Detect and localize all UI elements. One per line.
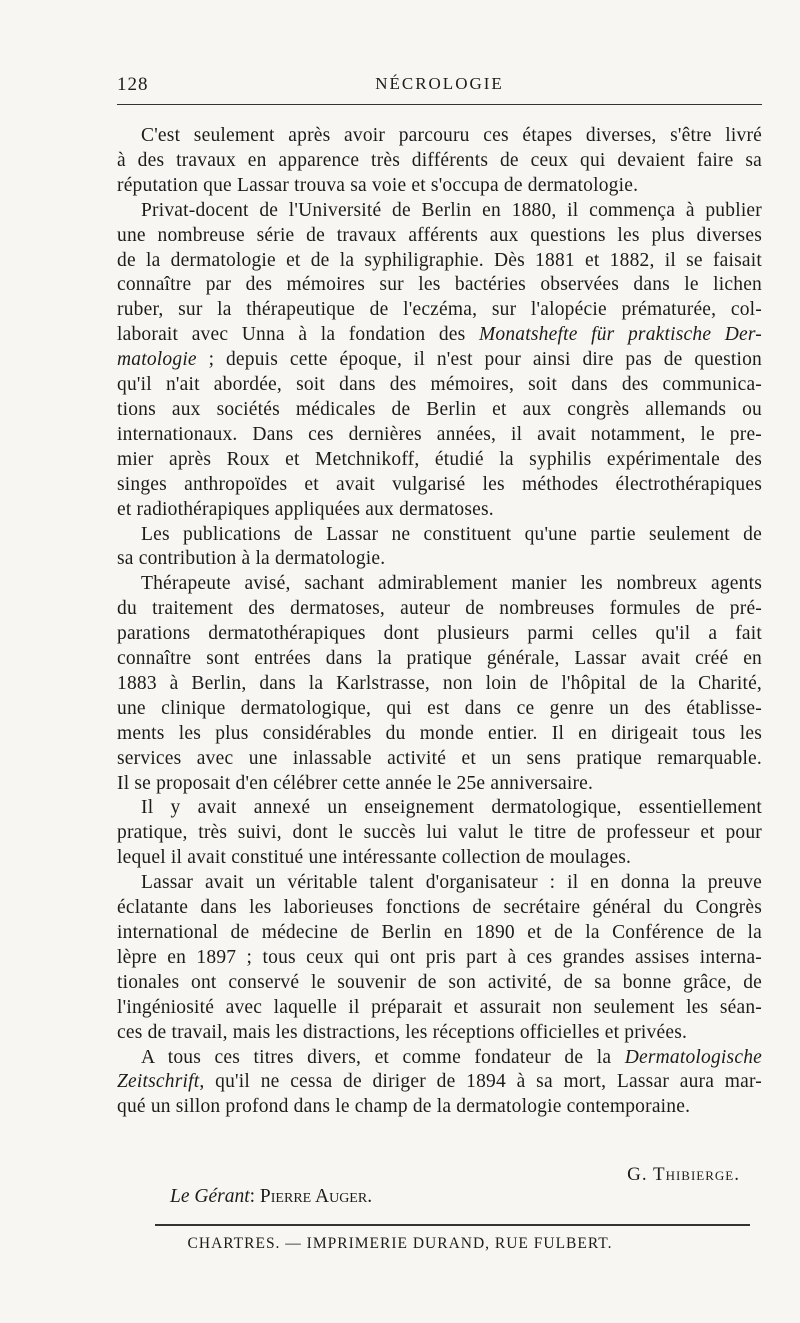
text-line [117,1046,762,1071]
gerant-label: Le Gérant [170,1186,250,1207]
line-text: Il se proposait d'en célébrer cette année le 25e anniversaire. [117,772,594,794]
text-line [117,523,762,548]
line-text: lequel il avait constitué une intéressante collection de moulages. [117,847,632,869]
line-text: A tous ces titres divers, et comme fondateur de la [141,1046,625,1068]
italic-title: Zeitschrift, [117,1071,205,1093]
line-text: connaître par des mémoires sur les bactéries observées dans le lichen [117,274,762,296]
text-line [117,1095,762,1120]
line-text: laborait avec Unna à la fondation des [117,324,479,346]
text-line [117,149,762,174]
text-line [117,572,762,597]
italic-title: Dermatologische [624,1046,762,1068]
line-text: C'est seulement après avoir parcouru ces étapes diverses, s'être livré [141,125,762,146]
line-text: Lassar avait un véritable talent d'organisateur : il en donna la preuve [141,872,762,894]
line-text: pratique, très suivi, dont le succès lui valut le titre de professeur et pour [117,822,762,844]
text-line [117,946,762,971]
line-text: et radiothérapiques appliquées aux dermatoses. [117,498,494,520]
text-line [117,597,762,622]
line-text: ; depuis cette époque, il n'est pour ainsi dire pas de question [196,349,762,371]
text-line [117,174,762,199]
text-line [117,846,762,871]
line-text: Thérapeute avisé, sachant admirablement manier les nombreux agents [141,573,762,595]
text-line [117,672,762,697]
author-signature: G. Thibierge. [627,1164,740,1185]
line-text: du traitement des dermatoses, auteur de nombreuses formules de pré- [117,598,762,620]
line-text: services avec une inlassable activité et un sens pratique remarquable. [117,747,762,769]
text-line [117,996,762,1021]
text-line [117,498,762,523]
line-text: Privat-docent de l'Université de Berlin en 1880, il commença à publier [141,199,762,221]
line-text: éclatante dans les laborieuses fonctions de secrétaire général du Congrès [117,897,762,919]
line-text: parations dermatothérapiques dont plusieurs parmi celles qu'il a fait [117,623,762,645]
text-line [117,647,762,672]
text-line [117,1070,762,1095]
line-text: connaître sont entrées dans la pratique générale, Lassar avait créé en [117,648,762,670]
text-line [117,398,762,423]
text-line [117,224,762,249]
line-text: singes anthropoïdes et avait vulgarisé les méthodes électrothérapiques [117,473,762,495]
line-text: une nombreuse série de travaux afférents aux questions les plus diverses [117,224,762,246]
line-text: internationaux. Dans ces dernières années, il avait notamment, le pre- [117,423,762,445]
line-text: mier après Roux et Metchnikoff, étudié la syphilis expérimentale des [117,448,762,470]
line-text: ces de travail, mais les distractions, les réceptions officielles et privées. [117,1021,688,1043]
text-line [117,298,762,323]
line-text: Il y avait annexé un enseignement dermatologique, essentiellement [141,797,762,819]
line-text: qu'il n'ait abordée, soit dans des mémoires, soit dans des communica- [117,374,762,396]
printer-imprint: CHARTRES. — IMPRIMERIE DURAND, RUE FULBERT. [187,1235,613,1252]
text-line [117,747,762,772]
line-text: lèpre en 1897 ; tous ceux qui ont pris part à ces grandes assises interna- [117,946,762,968]
line-text: de la dermatologie et de la syphiligraphie. Dès 1881 et 1882, il se faisait [117,249,762,271]
line-text: international de médecine de Berlin en 1890 et de la Conférence de la [117,922,762,943]
text-line [117,323,762,348]
text-line [117,697,762,722]
text-line [117,821,762,846]
gerant-line [170,1186,372,1208]
text-line [117,871,762,896]
text-line [117,473,762,498]
text-line [117,896,762,921]
line-text: 1883 à Berlin, dans la Karlstrasse, non loin de l'hôpital de la Charité, [117,672,762,694]
line-text: l'ingéniosité avec laquelle il préparait et assurait non seulement les séan- [117,996,762,1018]
line-text: ruber, sur la thérapeutique de l'eczéma, sur l'alopécie prématurée, col- [117,299,762,321]
text-line [117,722,762,747]
line-text: tions aux sociétés médicales de Berlin et aux congrès allemands ou [117,398,762,420]
text-line [117,423,762,448]
line-text: à des travaux en apparence très différents de ceux qui devaient faire sa [117,149,762,171]
text-line [117,124,762,149]
line-text: réputation que Lassar trouva sa voie et s'occupa de dermatologie. [117,174,639,196]
text-line [117,373,762,398]
line-text: Les publications de Lassar ne constituent qu'une partie seulement de [141,523,762,545]
running-header [117,70,762,100]
text-line [117,1021,762,1046]
text-line [117,448,762,473]
line-text: qu'il ne cessa de diriger de 1894 à sa mort, Lassar aura mar- [204,1071,762,1093]
italic-title: Monatshefte für praktische Der- [478,324,762,346]
line-text: sa contribution à la dermatologie. [117,548,386,570]
line-text: une clinique dermatologique, qui est dans ce genre un des établisse- [117,697,762,719]
text-line [117,796,762,821]
text-line [117,971,762,996]
header-rule [117,104,762,105]
text-line [117,273,762,298]
footer-rule [155,1224,750,1226]
text-line [117,547,762,572]
italic-title: matologie [117,349,197,371]
text-line [117,772,762,797]
page-number: 128 [117,74,149,95]
text-line [117,249,762,274]
text-line [117,348,762,373]
text-line [117,622,762,647]
text-line [117,199,762,224]
line-text: ments les plus considérables du monde entier. Il en dirigeait tous les [117,722,762,744]
article-body [117,124,762,1120]
text-line [117,921,762,946]
section-title: NÉCROLOGIE [375,74,504,93]
gerant-name: : Pierre Auger. [249,1186,373,1207]
line-text: qué un sillon profond dans le champ de la dermatologie contemporaine. [117,1096,691,1118]
line-text: tionales ont conservé le souvenir de son activité, de sa bonne grâce, de [117,971,762,993]
